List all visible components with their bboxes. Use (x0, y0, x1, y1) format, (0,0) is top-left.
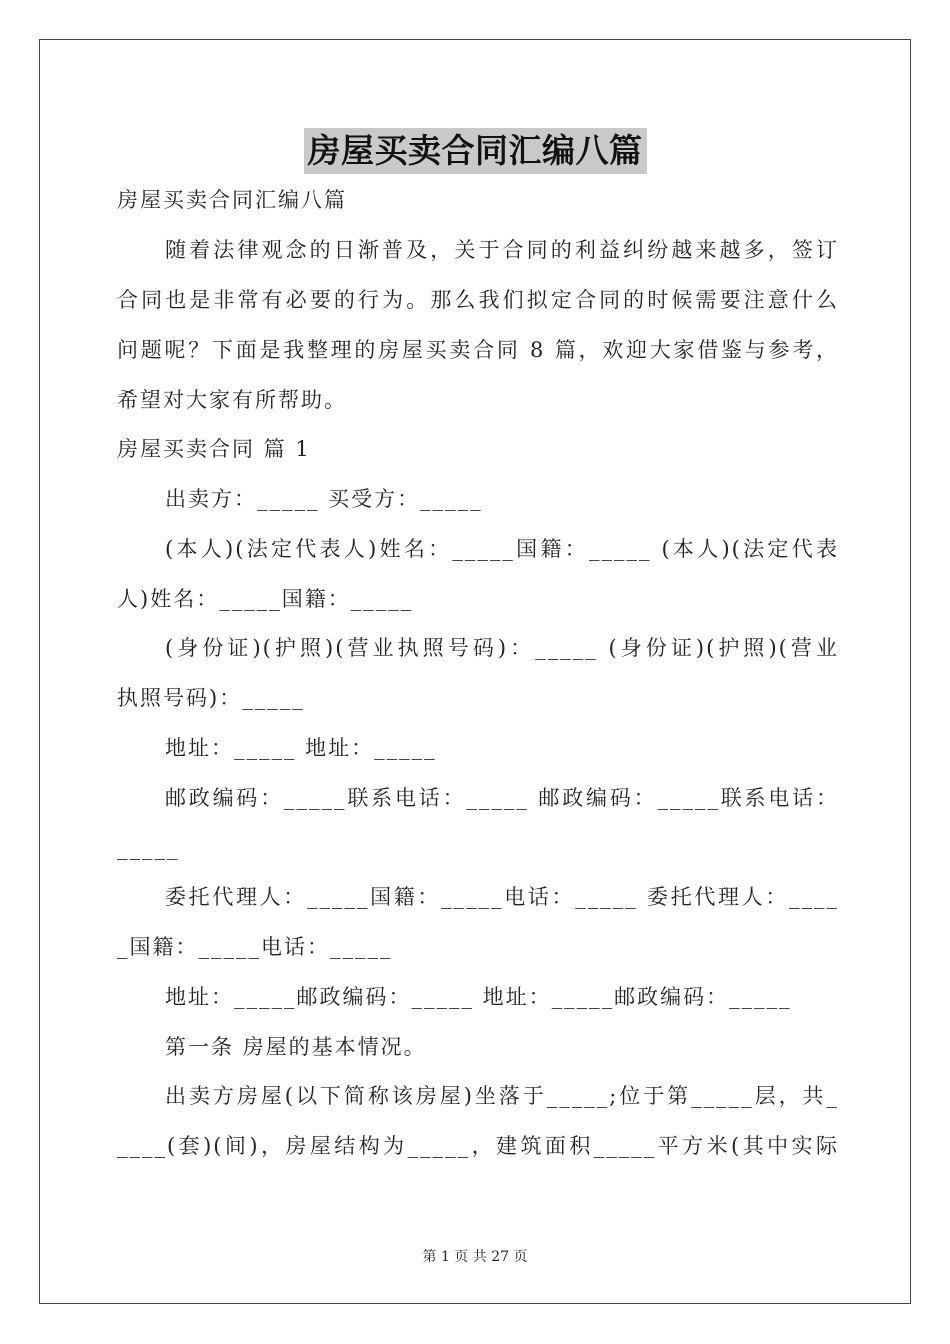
paragraph-line: 随着法律观念的日渐普及，关于合同的利益纠纷越来越多，签订 (165, 238, 839, 262)
paragraph-line: 委托代理人：_____国籍：_____电话：_____ 委托代理人：____ (165, 885, 839, 909)
page-number-footer: 第 1 页 共 27 页 (422, 1249, 528, 1265)
subtitle-line: 房屋买卖合同汇编八篇 (117, 188, 347, 212)
document-title: 房屋买卖合同汇编八篇 (304, 128, 647, 174)
paragraph-line: 出卖方房屋(以下简称该房屋)坐落于_____;位于第_____层，共_ (165, 1084, 839, 1108)
paragraph-line: 执照号码)：_____ (117, 686, 305, 710)
paragraph-line: 地址：_____邮政编码：_____ 地址：_____邮政编码：_____ (165, 985, 792, 1009)
paragraph-line: 希望对大家有所帮助。 (117, 388, 347, 412)
article-heading: 第一条 房屋的基本情况。 (165, 1035, 427, 1059)
paragraph-line: 出卖方：_____ 买受方：_____ (165, 487, 483, 511)
paragraph-line: _____ (117, 836, 180, 860)
paragraph-line: ____(套)(间)，房屋结构为_____，建筑面积_____平方米(其中实际 (117, 1134, 839, 1158)
paragraph-line: _国籍：_____电话：_____ (117, 935, 393, 959)
page-border (39, 39, 911, 1304)
paragraph-line: 人)姓名：_____国籍：_____ (117, 587, 414, 611)
paragraph-line: (本人)(法定代表人)姓名：_____国籍：_____ (本人)(法定代表 (165, 537, 839, 561)
paragraph-line: 问题呢？下面是我整理的房屋买卖合同 8 篇，欢迎大家借鉴与参考， (117, 338, 839, 362)
paragraph-line: 邮政编码：_____联系电话：_____ 邮政编码：_____联系电话： (165, 786, 839, 810)
paragraph-line: (身份证)(护照)(营业执照号码)：_____ (身份证)(护照)(营业 (165, 636, 839, 660)
paragraph-line: 合同也是非常有必要的行为。那么我们拟定合同的时候需要注意什么 (117, 288, 839, 312)
section-heading: 房屋买卖合同 篇 1 (117, 437, 311, 461)
title-container (0, 128, 950, 174)
paragraph-line: 地址：_____ 地址：_____ (165, 736, 437, 760)
